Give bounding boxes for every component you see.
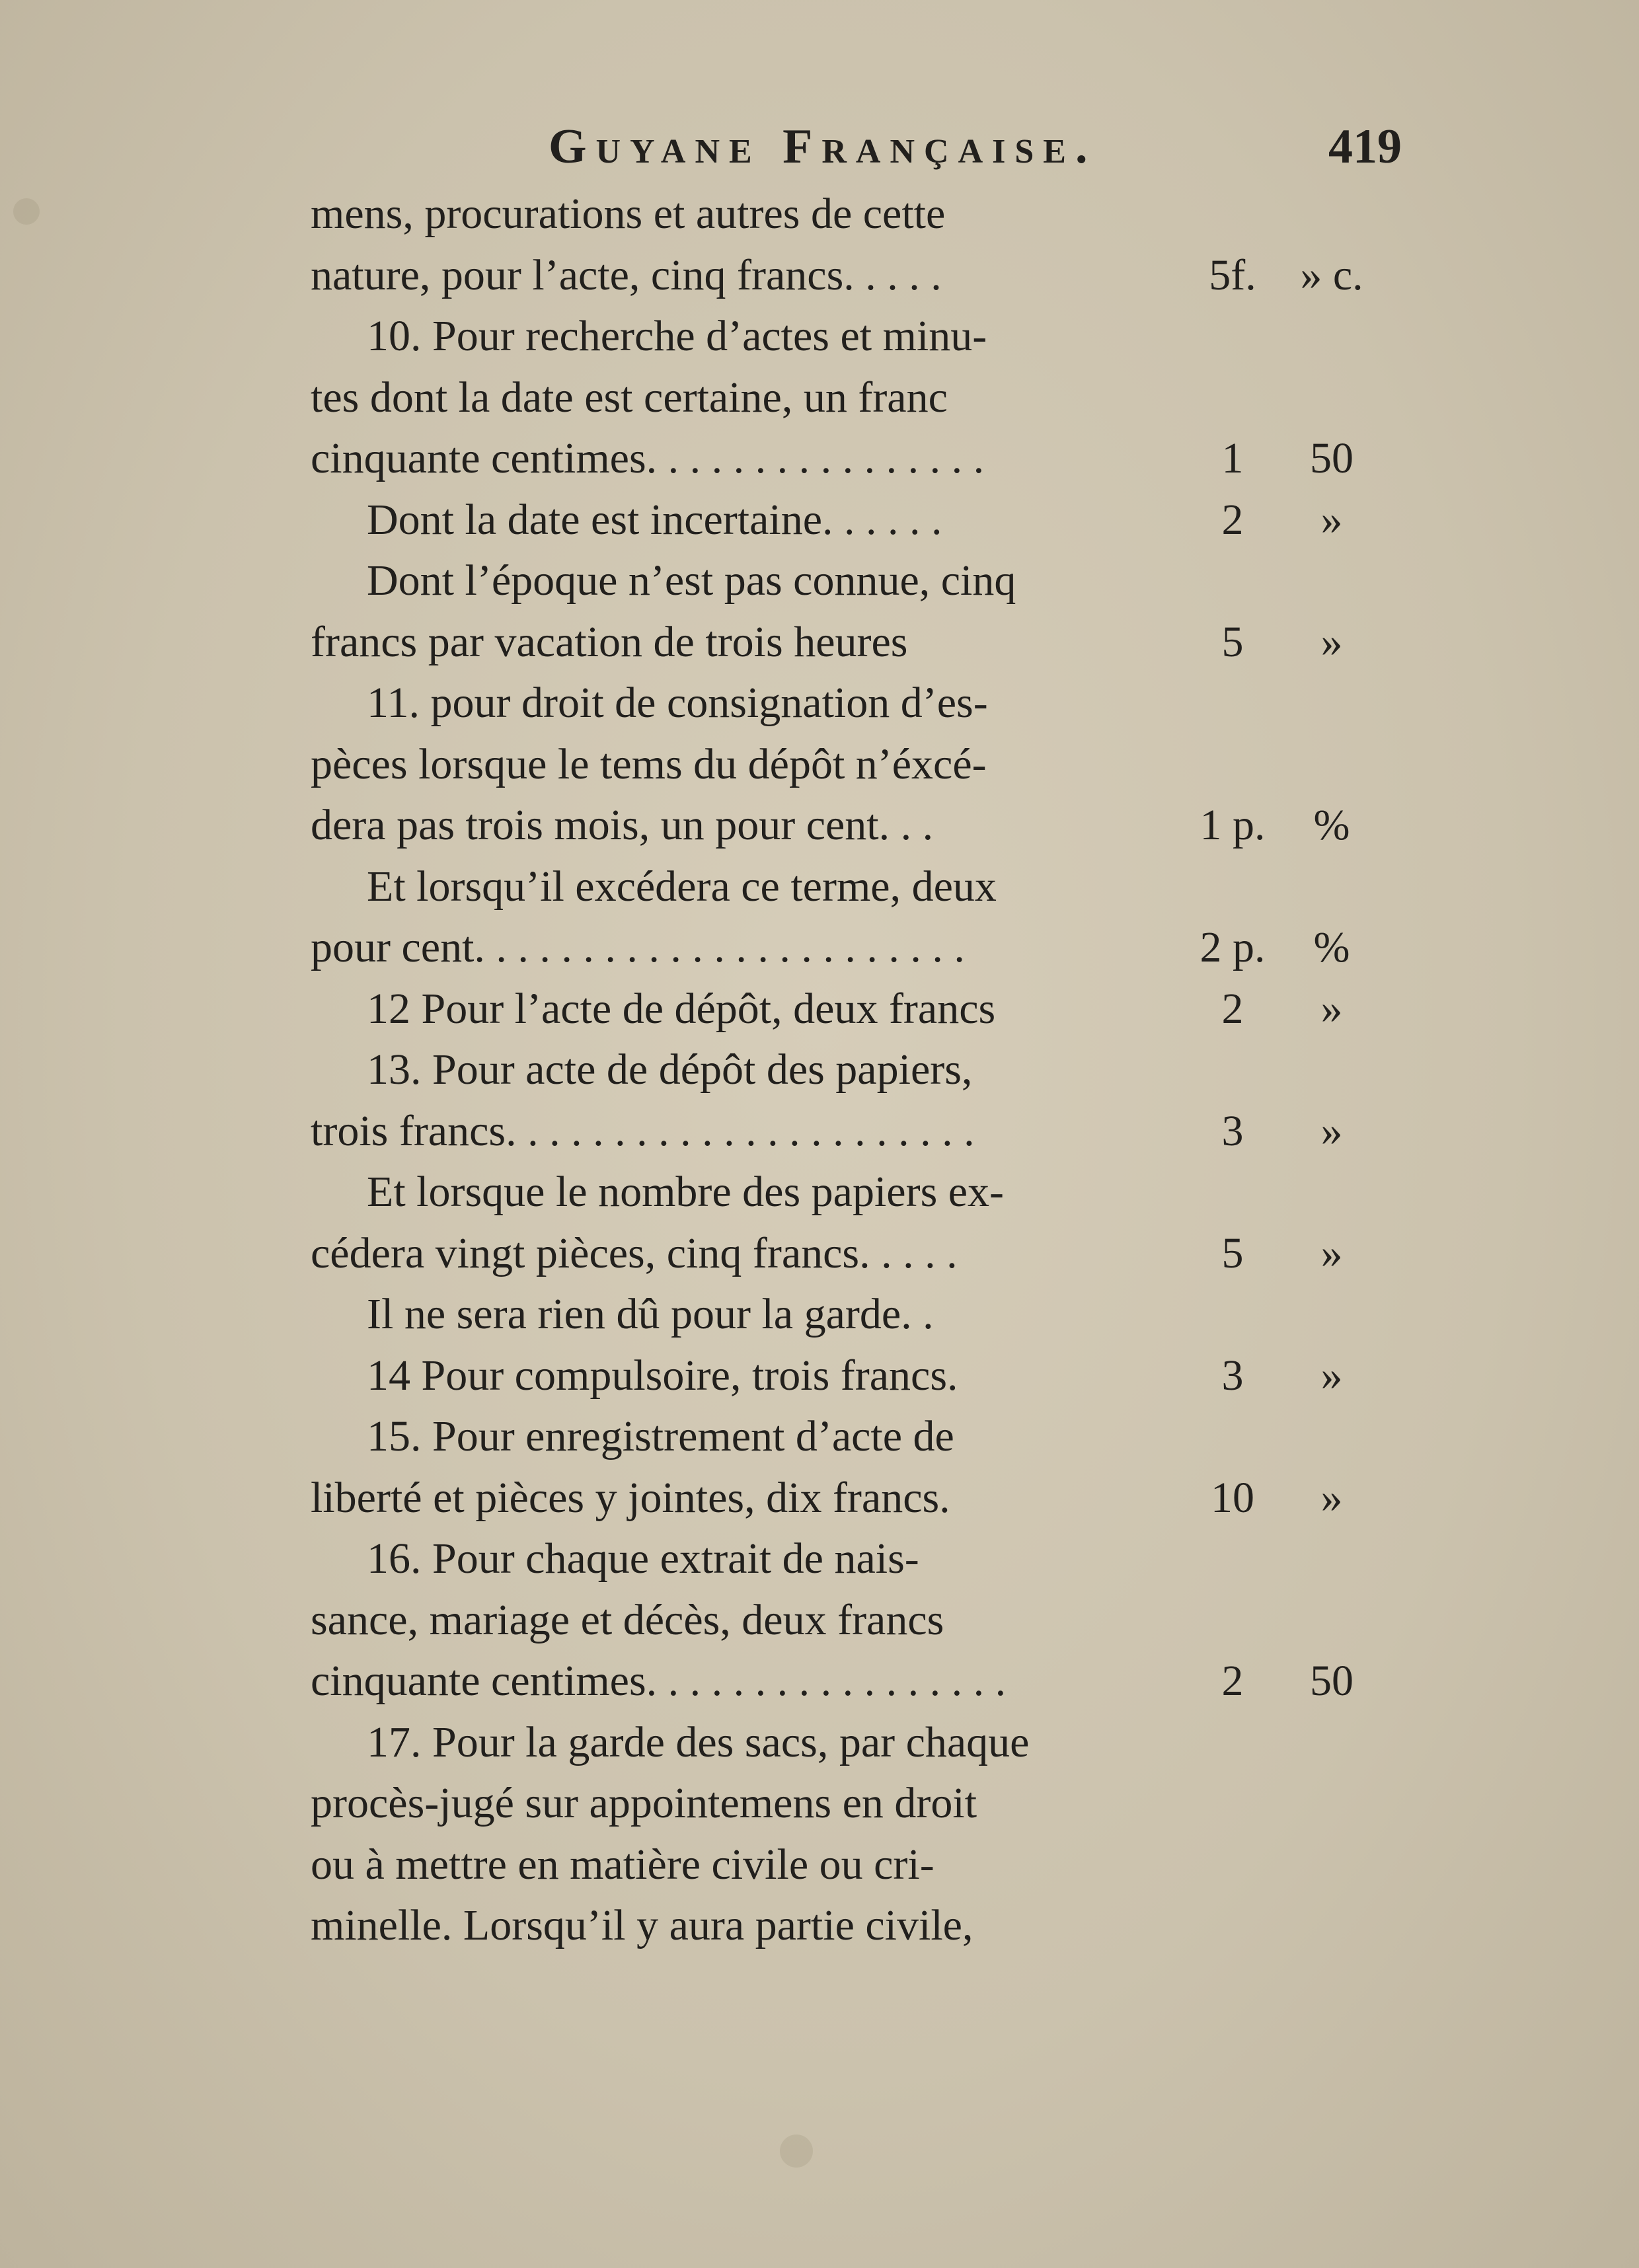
line-text: mens, procurations et autres de cette	[311, 190, 946, 238]
line-text: cinquante centimes. . . . . . . . . . . . . . . . .	[311, 1657, 1007, 1705]
line-text: cinquante centimes. . . . . . . . . . . . . . . .	[311, 434, 985, 482]
fee-cents: %	[1313, 801, 1350, 849]
line-text: Dont la date est incertaine. . . . . .	[367, 495, 942, 544]
text-line	[0, 1773, 1639, 1834]
line-text: 13. Pour acte de dépôt des papiers,	[367, 1045, 973, 1094]
text-line	[0, 1834, 1639, 1895]
page-header	[0, 119, 1639, 192]
line-text: pèces lorsque le tems du dépôt n’éxcé-	[311, 739, 987, 788]
fee-cents: »	[1320, 617, 1343, 666]
text-line	[0, 1162, 1639, 1223]
fee-cents: »	[1320, 1106, 1343, 1155]
text-line	[0, 490, 1639, 550]
line-text: dera pas trois mois, un pour cent. . .	[311, 801, 934, 849]
line-text: procès-jugé sur appointemens en droit	[311, 1779, 977, 1827]
page-number: 419	[1328, 120, 1402, 174]
fee-amount: 2 p.	[1200, 923, 1266, 971]
text-line	[0, 1345, 1639, 1406]
line-text: 16. Pour chaque extrait de nais-	[367, 1534, 919, 1583]
fee-cents: »	[1320, 1473, 1343, 1522]
line-text: liberté et pièces y jointes, dix francs.	[311, 1473, 950, 1522]
text-line	[0, 734, 1639, 795]
text-line	[0, 367, 1639, 428]
text-line	[0, 245, 1639, 306]
fee-cents: »	[1320, 495, 1343, 544]
line-text: nature, pour l’acte, cinq francs. . . . .	[311, 250, 942, 299]
line-text: tes dont la date est certaine, un franc	[311, 373, 948, 422]
text-line	[0, 917, 1639, 978]
text-line	[0, 979, 1639, 1040]
fee-amount: 5f.	[1209, 250, 1256, 299]
fee-amount: 1	[1221, 434, 1244, 482]
text-line	[0, 550, 1639, 611]
line-text: Il ne sera rien dû pour la garde. .	[367, 1290, 934, 1338]
line-text: 15. Pour enregistrement d’acte de	[367, 1412, 954, 1460]
line-text: 11. pour droit de consignation d’es-	[367, 679, 988, 727]
running-title: Guyane Française.	[549, 120, 1097, 174]
line-text: cédera vingt pièces, cinq francs. . . . .	[311, 1228, 958, 1277]
fee-amount: 10	[1211, 1473, 1254, 1522]
text-line	[0, 1895, 1639, 1956]
paper-stain	[780, 2135, 813, 2168]
line-text: 17. Pour la garde des sacs, par chaque	[367, 1718, 1030, 1766]
text-line	[0, 306, 1639, 367]
line-text: 14 Pour compulsoire, trois francs.	[367, 1351, 958, 1400]
line-text: 10. Pour recherche d’actes et minu-	[367, 312, 987, 360]
line-text: trois francs. . . . . . . . . . . . . . . . . . . . . .	[311, 1106, 975, 1155]
text-line	[0, 795, 1639, 856]
fee-amount: 3	[1221, 1351, 1244, 1400]
fee-cents: %	[1313, 923, 1350, 971]
fee-cents: »	[1320, 1351, 1343, 1400]
line-text: Et lorsqu’il excédera ce terme, deux	[367, 862, 997, 911]
line-text: Dont l’époque n’est pas connue, cinq	[367, 556, 1016, 605]
fee-amount: 3	[1221, 1106, 1244, 1155]
fee-amount: 1 p.	[1200, 801, 1266, 849]
fee-amount: 2	[1221, 495, 1244, 544]
fee-amount: 2	[1221, 984, 1244, 1033]
text-line	[0, 1712, 1639, 1773]
line-text: Et lorsque le nombre des papiers ex-	[367, 1168, 1005, 1216]
text-line	[0, 1529, 1639, 1589]
text-line	[0, 1284, 1639, 1345]
text-line	[0, 1223, 1639, 1284]
line-text: sance, mariage et décès, deux francs	[311, 1595, 944, 1644]
text-line	[0, 1040, 1639, 1100]
line-text: ou à mettre en matière civile ou cri-	[311, 1840, 934, 1889]
text-line	[0, 856, 1639, 917]
text-line	[0, 612, 1639, 673]
fee-amount: 5	[1221, 1228, 1244, 1277]
text-line	[0, 1468, 1639, 1529]
text-line	[0, 673, 1639, 734]
line-text: francs par vacation de trois heures	[311, 617, 908, 666]
fee-amount: 2	[1221, 1657, 1244, 1705]
fee-cents: » c.	[1300, 250, 1363, 299]
text-line	[0, 1590, 1639, 1651]
fee-amount: 5	[1221, 617, 1244, 666]
text-line	[0, 1101, 1639, 1162]
text-line	[0, 1406, 1639, 1467]
text-line	[0, 428, 1639, 489]
line-text: 12 Pour l’acte de dépôt, deux francs	[367, 984, 996, 1033]
line-text: minelle. Lorsqu’il y aura partie civile,	[311, 1901, 973, 1949]
text-line	[0, 1651, 1639, 1712]
line-text: pour cent. . . . . . . . . . . . . . . . . . . . . . .	[311, 923, 965, 971]
text-line	[0, 184, 1639, 245]
fee-cents: 50	[1310, 1657, 1353, 1705]
fee-cents: 50	[1310, 434, 1353, 482]
fee-cents: »	[1320, 984, 1343, 1033]
fee-cents: »	[1320, 1228, 1343, 1277]
